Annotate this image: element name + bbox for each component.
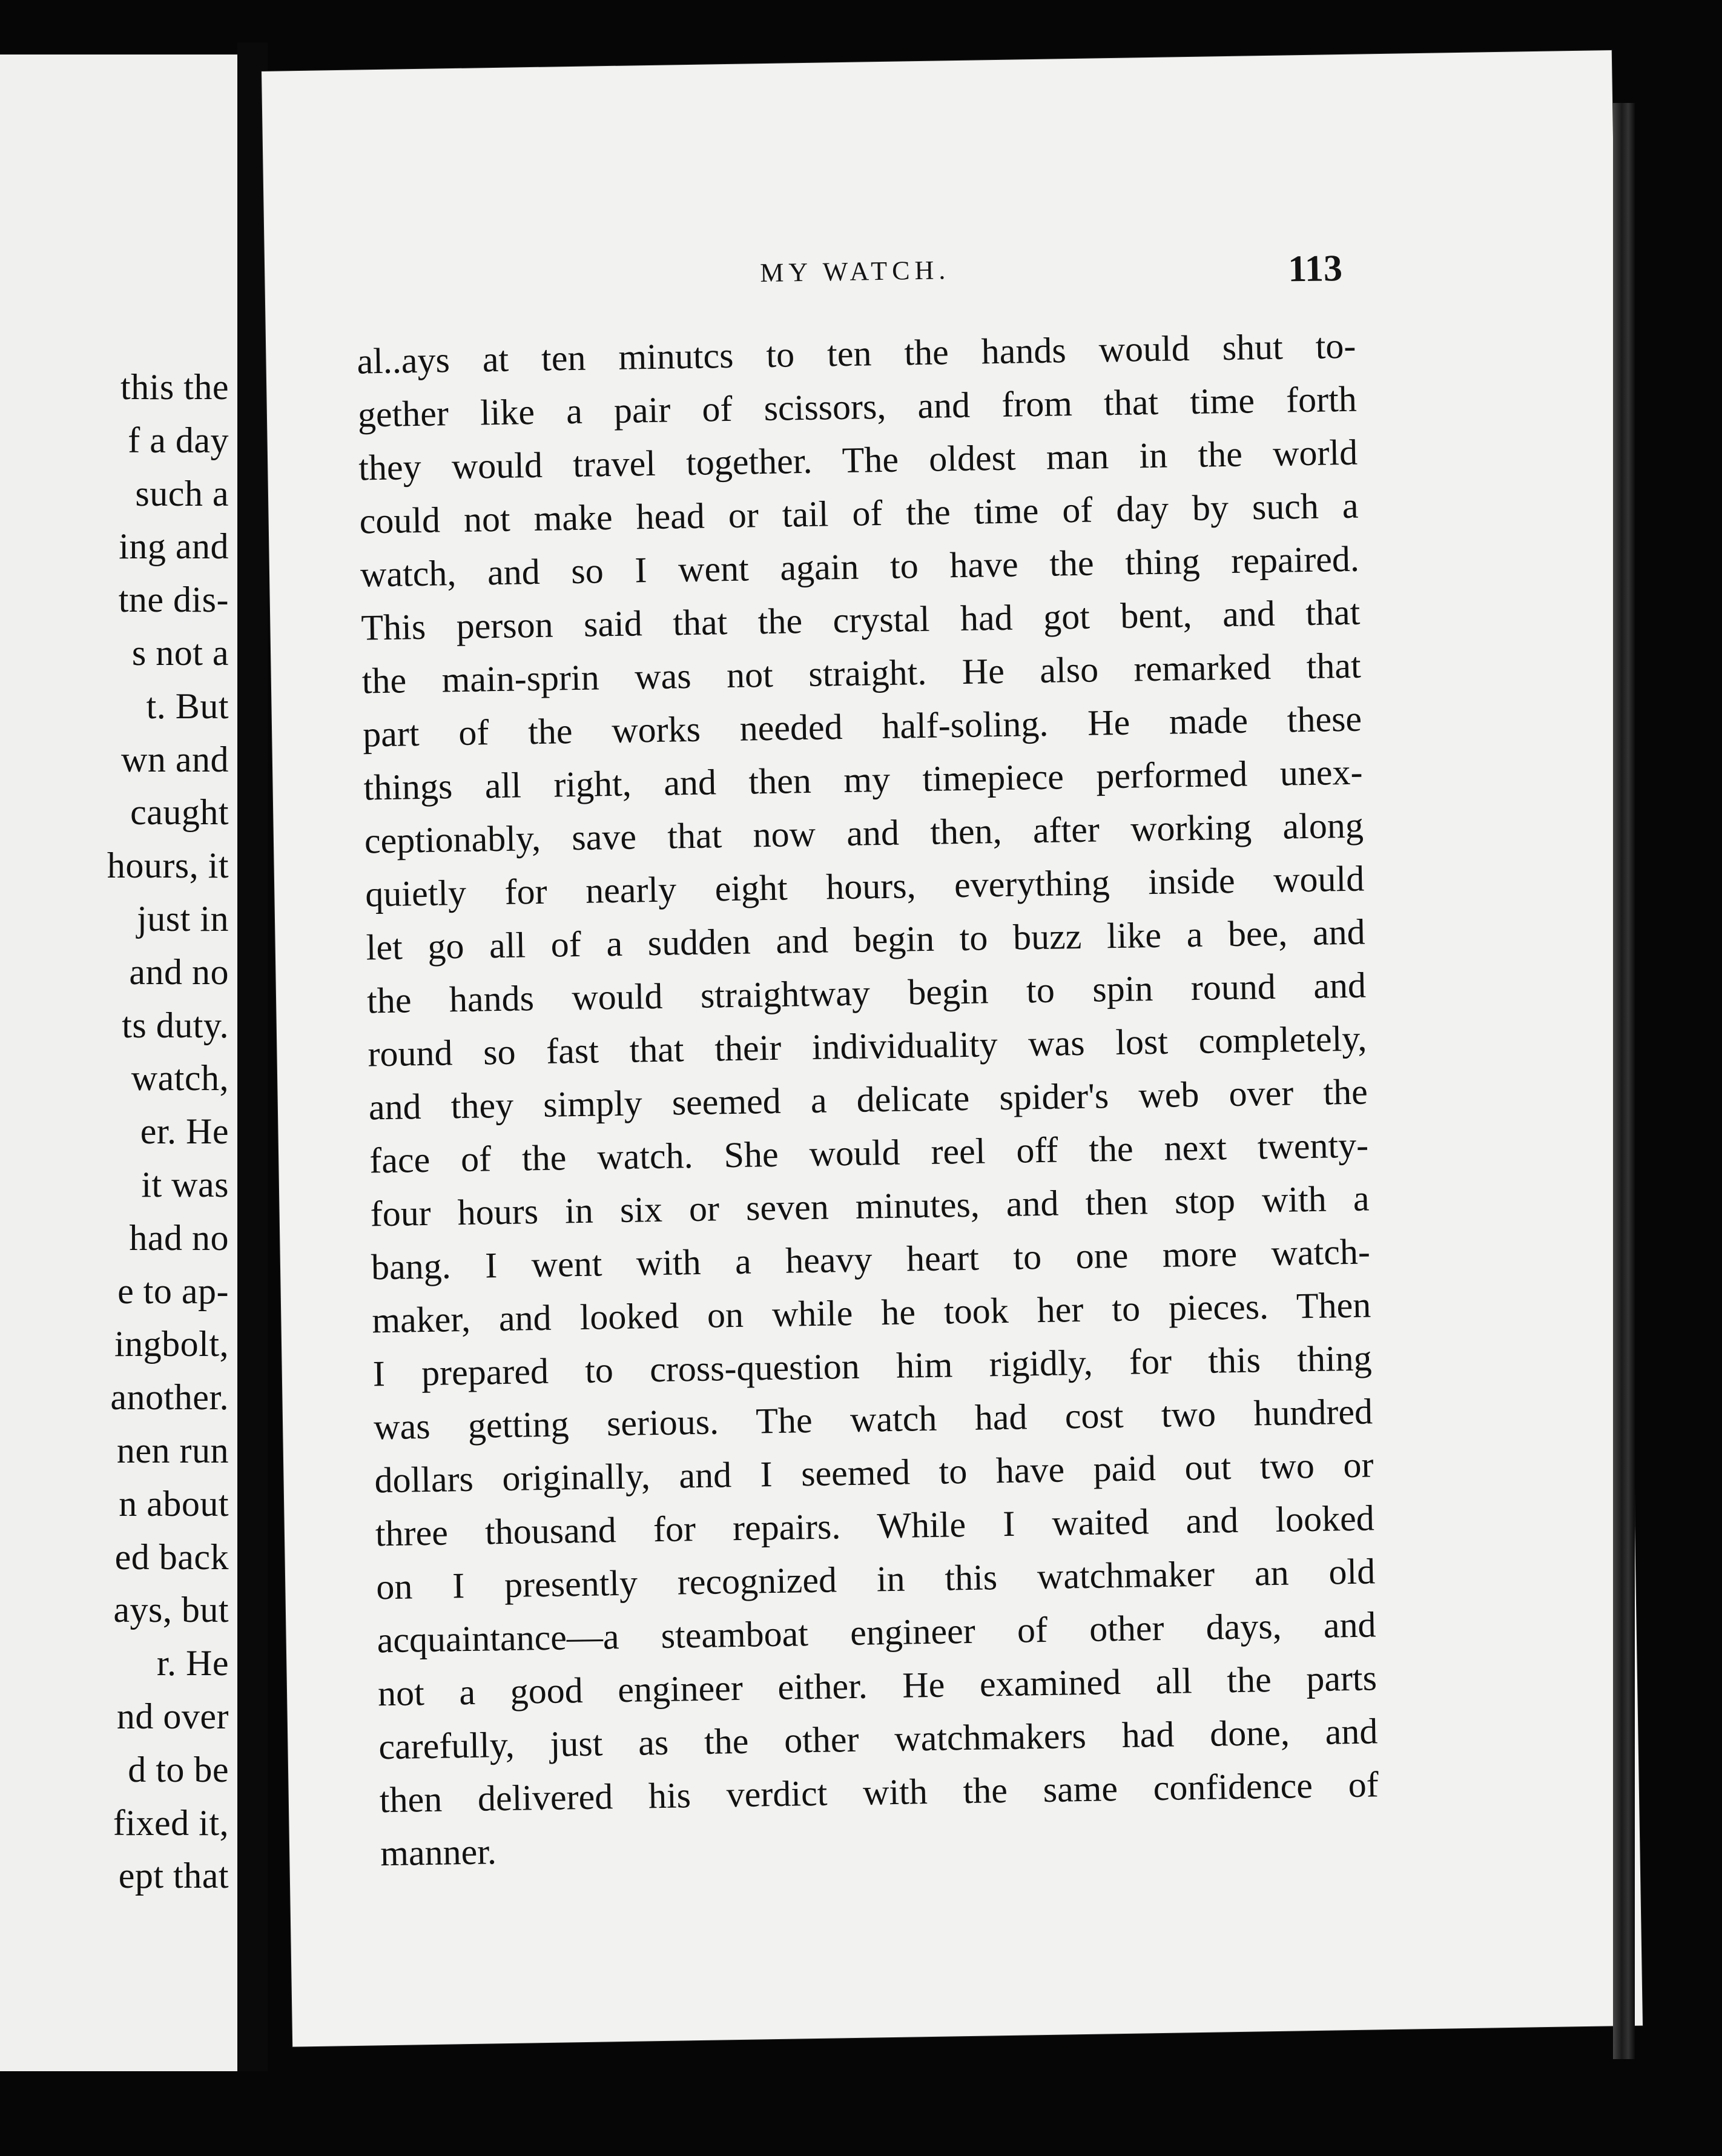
body-line: dollars originally, and I seemed to have paid out two or <box>374 1444 1374 1501</box>
body-line: This person said that the crystal had got bent, and that <box>360 592 1361 648</box>
previous-page-line: ept that <box>118 1856 229 1896</box>
body-line: round so fast that their individuality was lost completely, <box>367 1018 1367 1074</box>
previous-page-line: tne dis- <box>118 580 229 620</box>
running-head: MY WATCH. <box>759 255 951 288</box>
body-line: on I presently recognized in this watchmaker an old <box>375 1551 1376 1607</box>
body-line: face of the watch. She would reel off the next twenty- <box>369 1125 1369 1181</box>
body-line: maker, and looked on while he took her to pieces. Then <box>371 1285 1371 1341</box>
previous-page-line: wn and <box>121 739 229 779</box>
body-line: acquaintance—a steamboat engineer of other days, and <box>377 1604 1377 1661</box>
book-gutter <box>237 42 268 2071</box>
page-number: 113 <box>1287 248 1343 290</box>
body-line: quietly for nearly eight hours, everything inside would <box>365 858 1365 914</box>
body-line: not a good engineer either. He examined all the parts <box>377 1658 1377 1714</box>
previous-page-line: hours, it <box>107 845 229 886</box>
previous-page-line: another. <box>110 1377 229 1418</box>
body-line: manner. <box>380 1831 497 1874</box>
body-line: bang. I went with a heavy heart to one more watch- <box>371 1231 1371 1288</box>
body-line: they would travel together. The oldest man in the world <box>358 432 1358 488</box>
body-line: gether like a pair of scissors, and from that time forth <box>357 379 1357 435</box>
previous-page-line: nd over <box>116 1696 229 1736</box>
body-text <box>357 324 1379 1874</box>
page-edge <box>1613 103 1635 2059</box>
previous-page-line: and no <box>129 951 229 992</box>
previous-page-line: s not a <box>131 633 229 673</box>
previous-page-line: d to be <box>128 1749 229 1790</box>
previous-page-line: fixed it, <box>113 1802 229 1843</box>
body-line: the hands would straightway begin to spin round and <box>366 965 1367 1021</box>
previous-page-line: had no <box>129 1217 229 1258</box>
previous-page-line: r. He <box>156 1643 229 1684</box>
body-line: things all right, and then my timepiece performed unex- <box>363 752 1363 808</box>
previous-page-line: just in <box>137 899 229 939</box>
previous-page-line: such a <box>135 473 229 514</box>
body-line: the main-sprin was not straight. He also remarked that <box>361 645 1362 701</box>
previous-page-line: it was <box>141 1165 229 1205</box>
previous-page-line: ingbolt, <box>114 1324 229 1364</box>
body-line: ceptionably, save that now and then, after working along <box>364 805 1364 861</box>
previous-page-line: e to ap- <box>117 1271 229 1311</box>
body-line: then delivered his verdict with the same confidence of <box>379 1764 1379 1820</box>
previous-page-line: ed back <box>114 1536 229 1577</box>
body-line: let go all of a sudden and begin to buzz like a bee, and <box>366 911 1366 968</box>
previous-page-line: ing and <box>119 526 229 567</box>
previous-page-line: watch, <box>131 1058 229 1099</box>
page-113 <box>262 50 1643 2047</box>
previous-page-fragment <box>0 55 237 2071</box>
previous-page-line: caught <box>130 792 229 833</box>
body-line: watch, and so I went again to have the thing repaired. <box>360 538 1360 595</box>
body-line: carefully, just as the other watchmakers had done, and <box>378 1711 1378 1767</box>
body-line: and they simply seemed a delicate spider's web over the <box>368 1071 1368 1128</box>
body-line: four hours in six or seven minutes, and then stop with a <box>370 1178 1370 1234</box>
body-line: al..ays at ten minutcs to ten the hands would shut to- <box>357 325 1356 382</box>
previous-page-line: nen run <box>116 1430 229 1470</box>
body-line: part of the works needed half-soling. He made these <box>362 698 1362 755</box>
previous-page-line: f a day <box>128 420 229 460</box>
body-line: I prepared to cross-question him rigidly, for this thing <box>372 1338 1373 1394</box>
previous-page-line: ays, but <box>113 1590 229 1630</box>
previous-page-line: t. But <box>146 686 229 726</box>
body-line: could not make head or tail of the time of day by such a <box>359 485 1359 541</box>
previous-page-line: er. He <box>140 1111 229 1152</box>
previous-page-line: this the <box>120 367 229 407</box>
body-line: was getting serious. The watch had cost two hundred <box>373 1391 1373 1447</box>
previous-page-line: ts duty. <box>122 1005 229 1045</box>
previous-page-line: n about <box>119 1483 229 1524</box>
body-line: three thousand for repairs. While I waited and looked <box>375 1498 1375 1554</box>
